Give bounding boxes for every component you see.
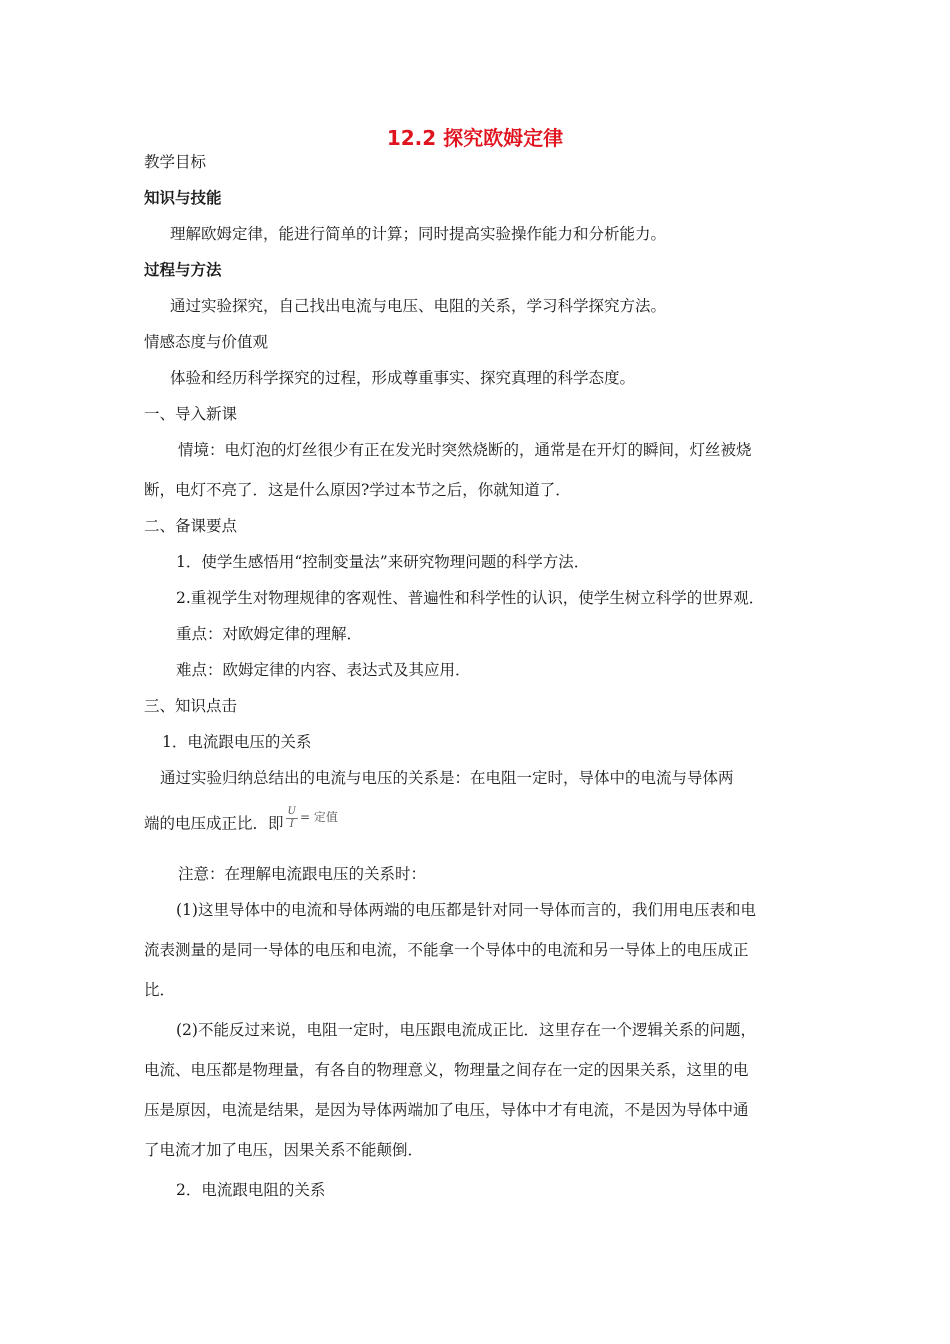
heading-section-1: 一、导入新课: [144, 405, 238, 423]
heading-attitude-values: 情感态度与价值观: [144, 333, 269, 351]
note-2-line-1: (2)不能反过来说，电阻一定时，电压跟电流成正比．这里存在一个逻辑关系的问题，: [176, 1021, 756, 1039]
formula-numerator: U: [287, 806, 296, 817]
paragraph-relation-line-2: [144, 806, 338, 837]
paragraph-scenario-line-2: 断，电灯不亮了．这是什么原因?学过本节之后，你就知道了．: [144, 481, 571, 499]
list-item-1: 1．使学生感悟用“控制变量法”来研究物理问题的科学方法．: [176, 553, 590, 571]
relation-text: 端的电压成正比．即: [144, 814, 284, 833]
paragraph-relation-line-1: 通过实验归纳总结出的电流与电压的关系是：在电阻一定时，导体中的电流与导体两: [160, 769, 734, 787]
subheading-current-resistance: 2．电流跟电阻的关系: [176, 1181, 326, 1199]
paragraph-scenario-line-1: 情境：电灯泡的灯丝很少有正在发光时突然烧断的，通常是在开灯的瞬间，灯丝被烧: [178, 441, 752, 459]
heading-section-3: 三、知识点击: [144, 697, 238, 715]
heading-process-methods: 过程与方法: [144, 261, 222, 279]
paragraph-knowledge-skills: 理解欧姆定律，能进行简单的计算；同时提高实验操作能力和分析能力。: [170, 225, 667, 243]
page-title: 12.2 探究欧姆定律: [386, 126, 564, 150]
paragraph-process-methods: 通过实验探究，自己找出电流与电压、电阻的关系，学习科学探究方法。: [170, 297, 667, 315]
formula-rhs: = 定值: [299, 809, 338, 824]
note-1-line-2: 流表测量的是同一导体的电压和电流，不能拿一个导体中的电流和另一导体上的电压成正: [144, 941, 749, 959]
key-point: 重点：对欧姆定律的理解．: [176, 625, 363, 643]
difficult-point: 难点：欧姆定律的内容、表达式及其应用．: [176, 661, 471, 679]
note-2-line-2: 电流、电压都是物理量，有各自的物理意义，物理量之间存在一定的因果关系，这里的电: [144, 1061, 749, 1079]
subheading-current-voltage: 1．电流跟电压的关系: [162, 733, 312, 751]
heading-knowledge-skills: 知识与技能: [144, 189, 222, 207]
heading-teaching-goals: 教学目标: [144, 153, 207, 171]
note-heading: 注意：在理解电流跟电压的关系时：: [178, 865, 427, 883]
note-1-line-1: (1)这里导体中的电流和导体两端的电压都是针对同一导体而言的，我们用电压表和电: [176, 901, 756, 919]
formula-fraction: [286, 806, 298, 831]
note-2-line-3: 压是原因，电流是结果，是因为导体两端加了电压，导体中才有电流，不是因为导体中通: [144, 1101, 749, 1119]
formula-denominator: I: [289, 819, 294, 830]
note-2-line-4: 了电流才加了电压，因果关系不能颠倒．: [144, 1141, 424, 1159]
paragraph-attitude-values: 体验和经历科学探究的过程，形成尊重事实、探究真理的科学态度。: [170, 369, 636, 387]
note-1-line-3: 比．: [144, 981, 176, 999]
heading-section-2: 二、备课要点: [144, 517, 238, 535]
list-item-2: 2.重视学生对物理规律的客观性、普遍性和科学性的认识，使学生树立科学的世界观．: [176, 589, 765, 607]
